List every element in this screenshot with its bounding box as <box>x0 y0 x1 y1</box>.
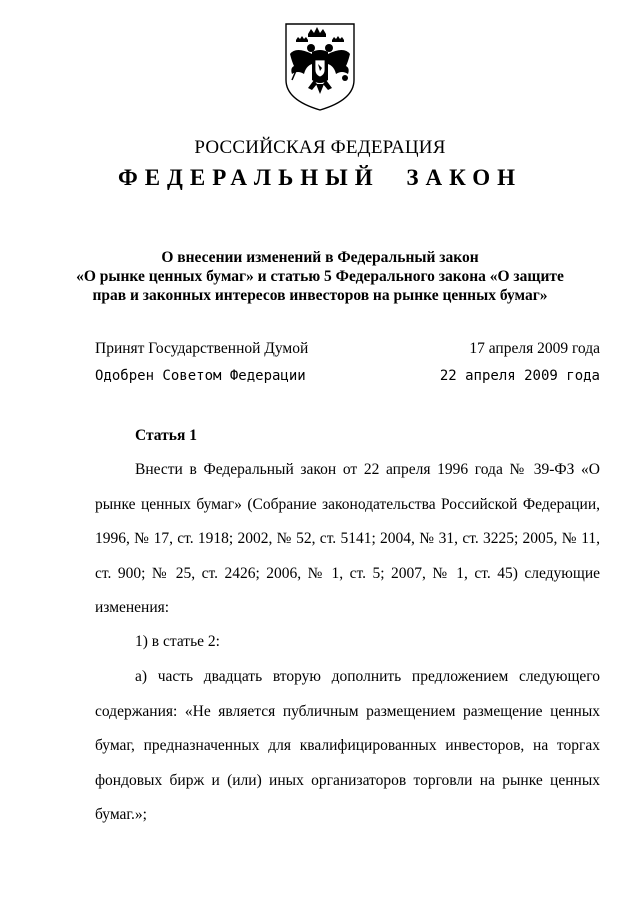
article-paragraph-1: Внести в Федеральный закон от 22 апреля 1996 года № 39-ФЗ «О рынке ценных бумаг» (Собрание законодательства Российской Федерации, 1996, № 17, ст. 1918; 2002, № 52, ст. 5141; 2004, № 31, ст. 3225; 2005, № 11, ст. 900; № 25, ст. 2426; 2006, № 1, ст. 5; 2007, № 1, ст. 45) следующие изменения: <box>95 461 600 616</box>
council-label: Одобрен Советом Федерации <box>95 368 306 384</box>
law-title-line-2: «О рынке ценных бумаг» и статью 5 Федерального закона «О защите <box>76 268 564 285</box>
law-title-line-1: О внесении изменений в Федеральный закон <box>161 249 479 266</box>
article-paragraph-2: 1) в статье 2: <box>135 633 220 650</box>
country-heading: РОССИЙСКАЯ ФЕДЕРАЦИЯ <box>194 137 446 158</box>
law-type-heading: ФЕДЕРАЛЬНЫЙ ЗАКОН <box>117 165 523 190</box>
duma-label: Принят Государственной Думой <box>95 340 309 357</box>
coat-of-arms-icon <box>282 20 358 112</box>
article-heading: Статья 1 <box>135 427 197 444</box>
duma-date: 17 апреля 2009 года <box>469 340 600 357</box>
council-date: 22 апреля 2009 года <box>439 368 600 384</box>
article-paragraph-3: а) часть двадцать вторую дополнить предложением следующего содержания: «Не является публичным размещением размещение ценных бумаг, предназначенных для квалифицированных инвесторов, на торгах фондовых бирж и (или) иных организаторов торговли на рынке ценных бумаг.»; <box>95 668 600 823</box>
law-title <box>60 248 580 305</box>
law-title-line-3: прав и законных интересов инвесторов на рынке ценных бумаг» <box>92 287 548 304</box>
